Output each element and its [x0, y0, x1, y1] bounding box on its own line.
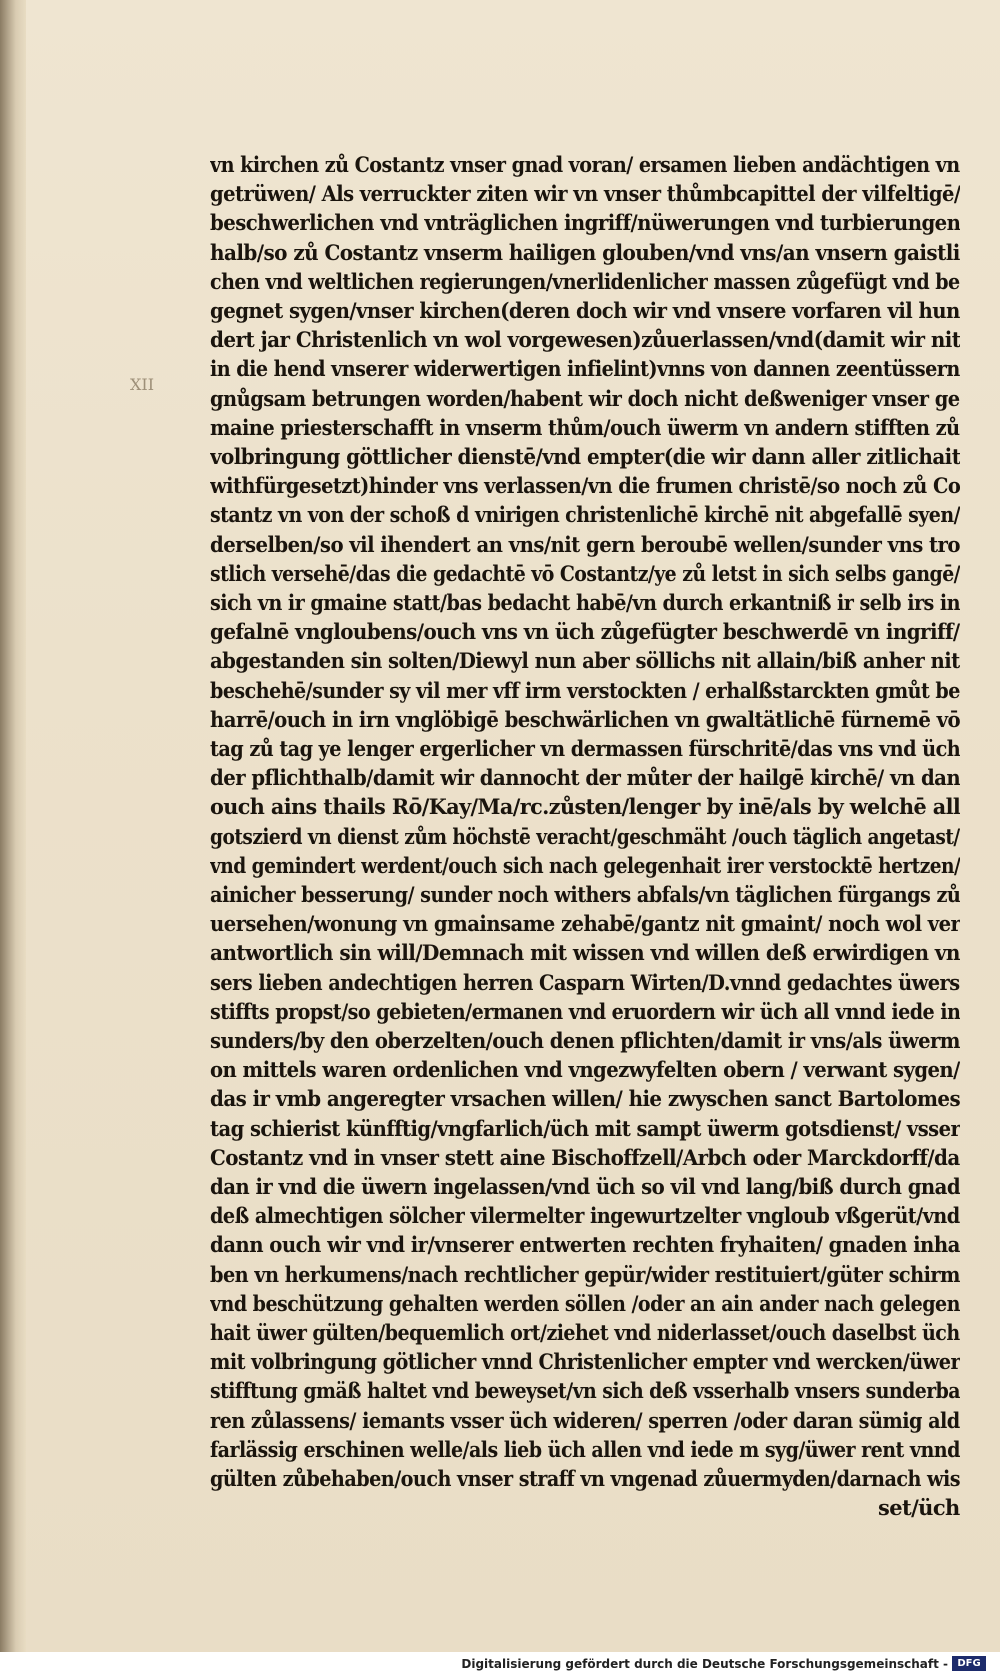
text-line: derselben/so vil ihendert an vns/nit gern beroubē wellen/sunder vns tro — [210, 531, 960, 557]
text-line: vnd beschützung gehalten werden söllen /oder an ain ander nach gelegen — [210, 1290, 960, 1316]
text-line: der pflichthalb/damit wir dannocht der můter der hailgē kirchē/ vn dan — [210, 765, 961, 791]
text-line: abgestanden sin solten/Diewyl nun aber söllichs nit allain/biß anher nit — [210, 648, 960, 674]
text-line: mit volbringung götlicher vnnd Christenlicher empter vnd wercken/üwer — [210, 1349, 961, 1375]
footer-bar — [0, 1652, 1000, 1676]
text-line: gefalnē vngloubens/ouch vns vn üch zůgefügter beschwerdē vn ingriff/ — [210, 619, 960, 645]
text-line: stifftung gmäß haltet vnd beweyset/vn sich deß vsserhalb vnsers sunderba — [210, 1378, 960, 1404]
text-line: uersehen/wonung vn gmainsame zehabē/gantz nit gmaint/ noch wol ver — [210, 911, 961, 937]
text-line: ben vn herkumens/nach rechtlicher gepür/wider restituiert/güter schirm — [210, 1261, 960, 1287]
text-line: beschehē/sunder sy vil mer vff irm verstockten / erhalßstarckten gmůt be — [210, 677, 960, 703]
text-line: deß almechtigen sölcher vilermelter ingewurtzelter vngloub vßgerüt/vnd — [210, 1203, 960, 1229]
page-edge — [0, 0, 26, 1652]
margin-note: XII — [130, 375, 155, 394]
text-line: sers lieben andechtigen herren Casparn Wirten/D.vnnd gedachtes üwers — [210, 969, 960, 995]
text-line: volbringung göttlicher dienstē/vnd empter(die wir dann aller zitlichait — [210, 444, 961, 469]
text-line: gülten zůbehaben/ouch vnser straff vn vngenad zůuermyden/darnach wis — [210, 1466, 961, 1491]
footer-credit: Digitalisierung gefördert durch die Deutsche Forschungsgemeinschaft - — [461, 1657, 948, 1671]
text-line: hait üwer gülten/bequemlich ort/ziehet vnd niderlasset/ouch daselbst üch — [210, 1320, 960, 1345]
text-line: gegnet sygen/vnser kirchen(deren doch wir vnd vnsere vorfaren vil hun — [210, 298, 960, 323]
text-line: beschwerlichen vnd vnträglichen ingriff/nüwerungen vnd turbierungen — [210, 210, 961, 236]
text-line: sunders/by den oberzelten/ouch denen pflichten/damit ir vns/als üwerm — [210, 1028, 960, 1053]
text-line: chen vnd weltlichen regierungen/vnerlidenlicher massen zůgefügt vnd be — [210, 268, 960, 294]
text-line: vnd gemindert werdent/ouch sich nach gelegenhait irer verstocktē hertzen/ — [210, 852, 961, 878]
text-line: farlässig erschinen welle/als lieb üch allen vnd iede m syg/üwer rent vnnd — [210, 1436, 960, 1462]
text-line: tag schierist künfftig/vngfarlich/üch mit sampt üwerm gotsdienst/ vsser — [210, 1115, 961, 1141]
text-line: sich vn ir gmaine statt/bas bedacht habē/vn durch erkantniß ir selb irs in — [210, 590, 961, 615]
text-line: Costantz vnd in vnser stett aine Bischoffzell/Arbch oder Marckdorff/da — [210, 1144, 960, 1170]
text-line: gnůgsam betrungen worden/habent wir doch nicht deßweniger vnser ge — [210, 385, 960, 411]
text-line: on mittels waren ordenlichen vnd vngezwyfelten obern / verwant sygen/ — [210, 1057, 960, 1083]
text-line: harrē/ouch in irn vnglöbigē beschwärlichen vn gwaltätlichē fürnemē vō — [210, 706, 961, 732]
text-line: ainicher besserung/ sunder noch withers abfals/vn täglichen fürgangs zů — [210, 882, 961, 907]
text-line: gotszierd vn dienst zům höchstē veracht/geschmäht /ouch täglich angetast/ — [210, 823, 960, 849]
text-line: set/üch — [878, 1495, 960, 1521]
text-line: stlich versehē/das die gedachtē vō Costantz/ye zů letst in sich selbs gangē/ — [210, 560, 961, 586]
text-line: dann ouch wir vnd ir/vnserer entwerten rechten fryhaiten/ gnaden inha — [210, 1232, 960, 1258]
text-line: halb/so zů Costantz vnserm hailigen glouben/vnd vns/an vnsern gaistli — [210, 239, 960, 265]
text-line: antwortlich sin will/Demnach mit wissen vnd willen deß erwirdigen vn — [210, 940, 960, 966]
text-line: stantz vn von der schoß d vnirigen christenlichē kirchē nit abgefallē syen/ — [210, 502, 961, 528]
text-line: dert jar Christenlich vn wol vorgewesen)zůuerlassen/vnd(damit wir nit — [210, 327, 961, 353]
text-line: getrüwen/ Als verruckter ziten wir vn vnser thůmbcapittel der vilfeltigē/ — [210, 181, 961, 207]
text-line: vn kirchen zů Costantz vnser gnad voran/ ersamen lieben andächtigen vn — [210, 152, 960, 177]
dfg-logo: DFG — [952, 1656, 986, 1671]
text-line: withfürgesetzt)hinder vns verlassen/vn die frumen christē/so noch zů Co — [210, 473, 961, 499]
text-line: tag zů tag ye lenger ergerlicher vn dermassen fürschritē/das vns vnd üch — [210, 736, 961, 761]
text-line: das ir vmb angeregter vrsachen willen/ hie zwyschen sanct Bartolomes — [210, 1086, 961, 1112]
text-line: stiffts propst/so gebieten/ermanen vnd eruordern wir üch all vnnd iede in — [210, 998, 961, 1024]
text-line: dan ir vnd die üwern ingelassen/vnd üch so vil vnd lang/biß durch gnad — [210, 1174, 961, 1199]
text-line: in die hend vnserer widerwertigen infielint)vnns von dannen zeentüssern — [210, 356, 960, 382]
text-line: maine priesterschafft in vnserm thům/ouch üwerm vn andern stifften zů — [210, 414, 960, 440]
text-line: ouch ains thails Rō/Kay/Ma/rc.zůsten/lenger by inē/als by welchē all — [210, 794, 961, 820]
text-line: ren zůlassens/ iemants vsser üch wideren/ sperren /oder daran sümig ald — [210, 1407, 960, 1433]
